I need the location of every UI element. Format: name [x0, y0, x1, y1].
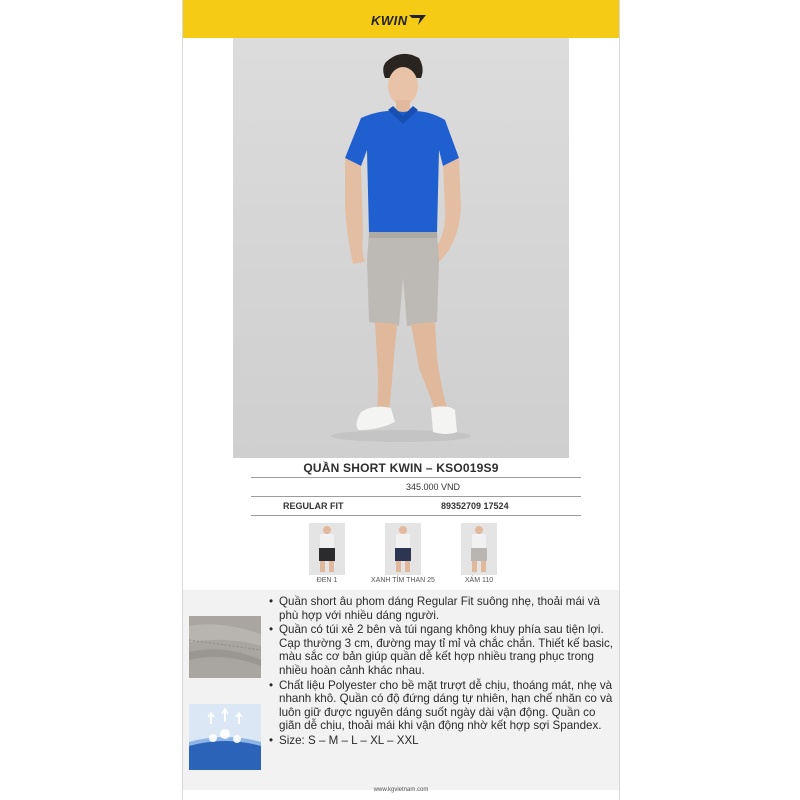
description-bullet: • Quần có túi xẻ 2 bên và túi ngang không khuy phía sau tiện lợi. Cạp thường 3 cm, đường may tỉ mỉ và chắc chắn. Thiết kế basic, màu sắc cơ bản giúp quần dễ kết hợp nhiều trang phục trong nhiều hoàn cảnh khác nhau. — [269, 623, 614, 677]
product-sheet — [182, 0, 620, 800]
product-barcode: 89352709 17524 — [441, 501, 509, 511]
fabric-closeup-image — [189, 616, 261, 678]
divider — [251, 496, 581, 497]
description-bullet: • Size: S – M – L – XL – XXL — [269, 734, 614, 748]
fabric-technology-image — [189, 704, 261, 770]
brand-logo-text: KWIN — [371, 12, 408, 28]
website-footer[interactable]: www.kgvietnam.com — [373, 787, 429, 793]
brand-header-bar — [183, 0, 619, 38]
logo-swoosh-icon — [409, 14, 427, 26]
swatch-label-black: ĐEN 1 — [316, 577, 338, 584]
swatch-black[interactable] — [309, 523, 345, 575]
description-list — [269, 595, 614, 749]
divider — [251, 515, 581, 516]
description-bullet: • Quần short âu phom dáng Regular Fit suông nhẹ, thoải mái và phù hợp với nhiều dáng người. — [269, 595, 614, 622]
swatch-label-gray: XÁM 110 — [464, 577, 494, 584]
swatch-navy[interactable] — [385, 523, 421, 575]
brand-logo — [371, 10, 427, 30]
product-price: 345.000 VND — [405, 482, 461, 492]
swatch-gray[interactable] — [461, 523, 497, 575]
product-model-photo — [233, 38, 569, 458]
swatch-label-navy: XANH TÍM THAN 25 — [371, 577, 435, 584]
divider — [251, 477, 581, 478]
product-fit: REGULAR FIT — [283, 501, 344, 511]
description-bullet: • Chất liệu Polyester cho bề mặt trượt dễ chịu, thoáng mát, nhẹ và nhanh khô. Quần có độ đứng dáng tự nhiên, hạn chế nhăn co và luôn giữ được nguyên dáng suốt ngày dài vận động. Quần co giãn dễ chịu, thoải mái khi vận động nhờ kết hợp sợi Spandex. — [269, 679, 614, 733]
product-title: QUẦN SHORT KWIN – KSO019S9 — [303, 461, 499, 475]
